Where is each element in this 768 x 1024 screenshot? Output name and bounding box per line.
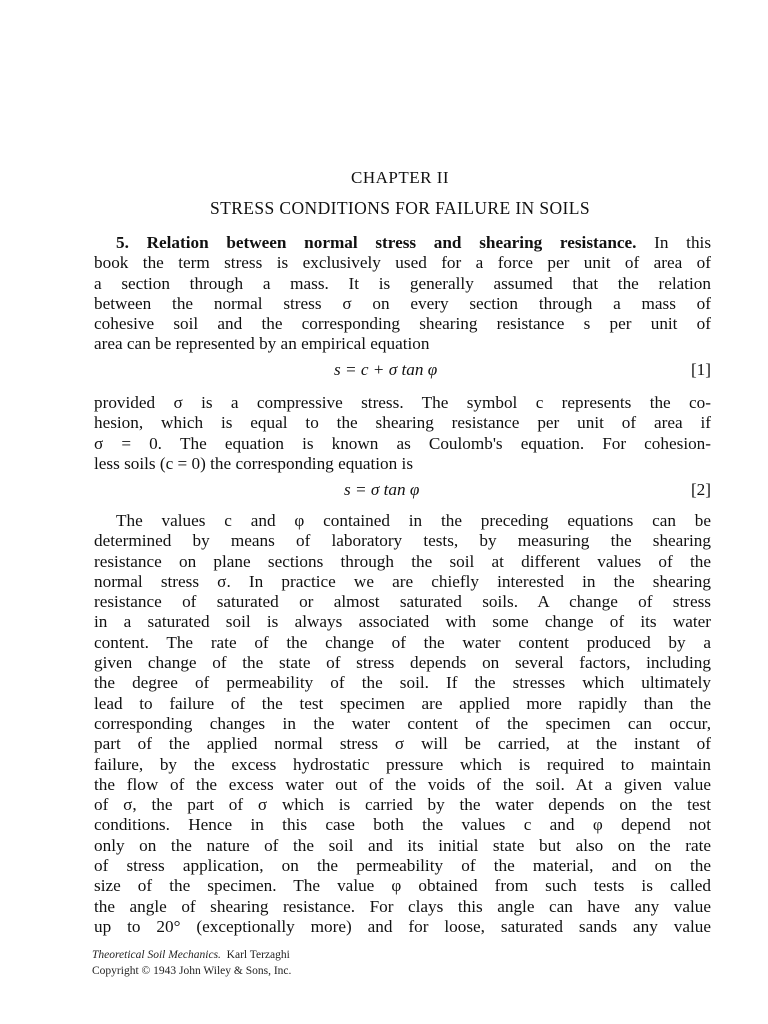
paragraph-line: in a saturated soil is always associated with some change of its water: [94, 612, 711, 632]
footer-citation: [92, 947, 291, 963]
paragraph-line: corresponding changes in the water content of the specimen can occur,: [94, 713, 711, 733]
footer-author: Karl Terzaghi: [226, 949, 290, 961]
equation-number: [1]: [690, 360, 711, 379]
paragraph-line: normal stress σ. In practice we are chiefly interested in the shearing: [94, 571, 711, 591]
equation-number: [2]: [690, 480, 711, 499]
paragraph-line: only on the nature of the soil and its initial state but also on the rate: [94, 835, 711, 855]
paragraph-line: the flow of the excess water out of the voids of the soil. At a given value: [94, 774, 711, 794]
paragraph-line: book the term stress is exclusively used for a force per unit of area of: [94, 253, 711, 273]
paragraph-line: cohesive soil and the corresponding shearing resistance s per unit of: [94, 314, 711, 334]
paragraph-line: content. The rate of the change of the water content produced by a: [94, 632, 711, 652]
paragraph-line: provided σ is a compressive stress. The symbol c represents the co-: [94, 393, 711, 412]
paragraph-1: [94, 233, 711, 355]
paragraph-line: determined by means of laboratory tests, by measuring the shearing: [94, 531, 711, 551]
paragraph-line: of σ, the part of σ which is carried by the water depends on the test: [94, 795, 711, 815]
paragraph-line: the degree of permeability of the soil. If the stresses which ultimately: [94, 673, 711, 693]
footer-book-title: Theoretical Soil Mechanics.: [92, 949, 221, 961]
paragraph-line: hesion, which is equal to the shearing resistance per unit of area if: [94, 413, 711, 433]
paragraph-line: between the normal stress σ on every section through a mass of: [94, 293, 711, 313]
equation-2: [94, 480, 711, 500]
paragraph-line: 5. Relation between normal stress and shearing resistance. In this: [116, 233, 711, 252]
paragraph-line: resistance of saturated or almost saturated soils. A change of stress: [94, 592, 711, 612]
paragraph-line: less soils (c = 0) the corresponding equation is: [94, 453, 414, 473]
equation-expression: s = c + σ tan φ: [334, 360, 438, 379]
paragraph-line: size of the specimen. The value φ obtained from such tests is called: [94, 876, 711, 896]
paragraph-line: conditions. Hence in this case both the values c and φ depend not: [94, 815, 711, 835]
paragraph-line: resistance on plane sections through the soil at different values of the: [94, 551, 711, 571]
chapter-label: CHAPTER II: [350, 168, 450, 187]
paragraph-line: area can be represented by an empirical equation: [94, 334, 430, 354]
paragraph-line: part of the applied normal stress σ will be carried, at the instant of: [94, 734, 711, 754]
paragraph-line: the angle of shearing resistance. For clays this angle can have any value: [94, 896, 711, 916]
paragraph-line: of stress application, on the permeability of the material, and on the: [94, 856, 711, 876]
paragraph-line: σ = 0. The equation is known as Coulomb's equation. For cohesion-: [94, 433, 711, 453]
paragraph-line: failure, by the excess hydrostatic pressure which is required to maintain: [94, 754, 711, 774]
equation-1: [94, 360, 711, 380]
footer-copyright: Copyright © 1943 John Wiley & Sons, Inc.: [92, 965, 292, 977]
equation-expression: s = σ tan φ: [344, 480, 420, 499]
paragraph-line: up to 20° (exceptionally more) and for loose, saturated sands any value: [94, 916, 711, 936]
paragraph-3: [94, 511, 711, 937]
page-footer: [92, 947, 291, 979]
paragraph-line: a section through a mass. It is generally assumed that the relation: [94, 273, 711, 293]
paragraph-line: lead to failure of the test specimen are applied more rapidly than the: [94, 693, 711, 713]
paragraph-line: given change of the state of stress depends on several factors, including: [94, 653, 711, 673]
paragraph-2: [94, 393, 711, 474]
paragraph-line: The values c and φ contained in the preceding equations can be: [116, 511, 711, 530]
section-heading: 5. Relation between normal stress and shearing resistance.: [116, 233, 637, 252]
chapter-title: STRESS CONDITIONS FOR FAILURE IN SOILS: [210, 198, 590, 218]
